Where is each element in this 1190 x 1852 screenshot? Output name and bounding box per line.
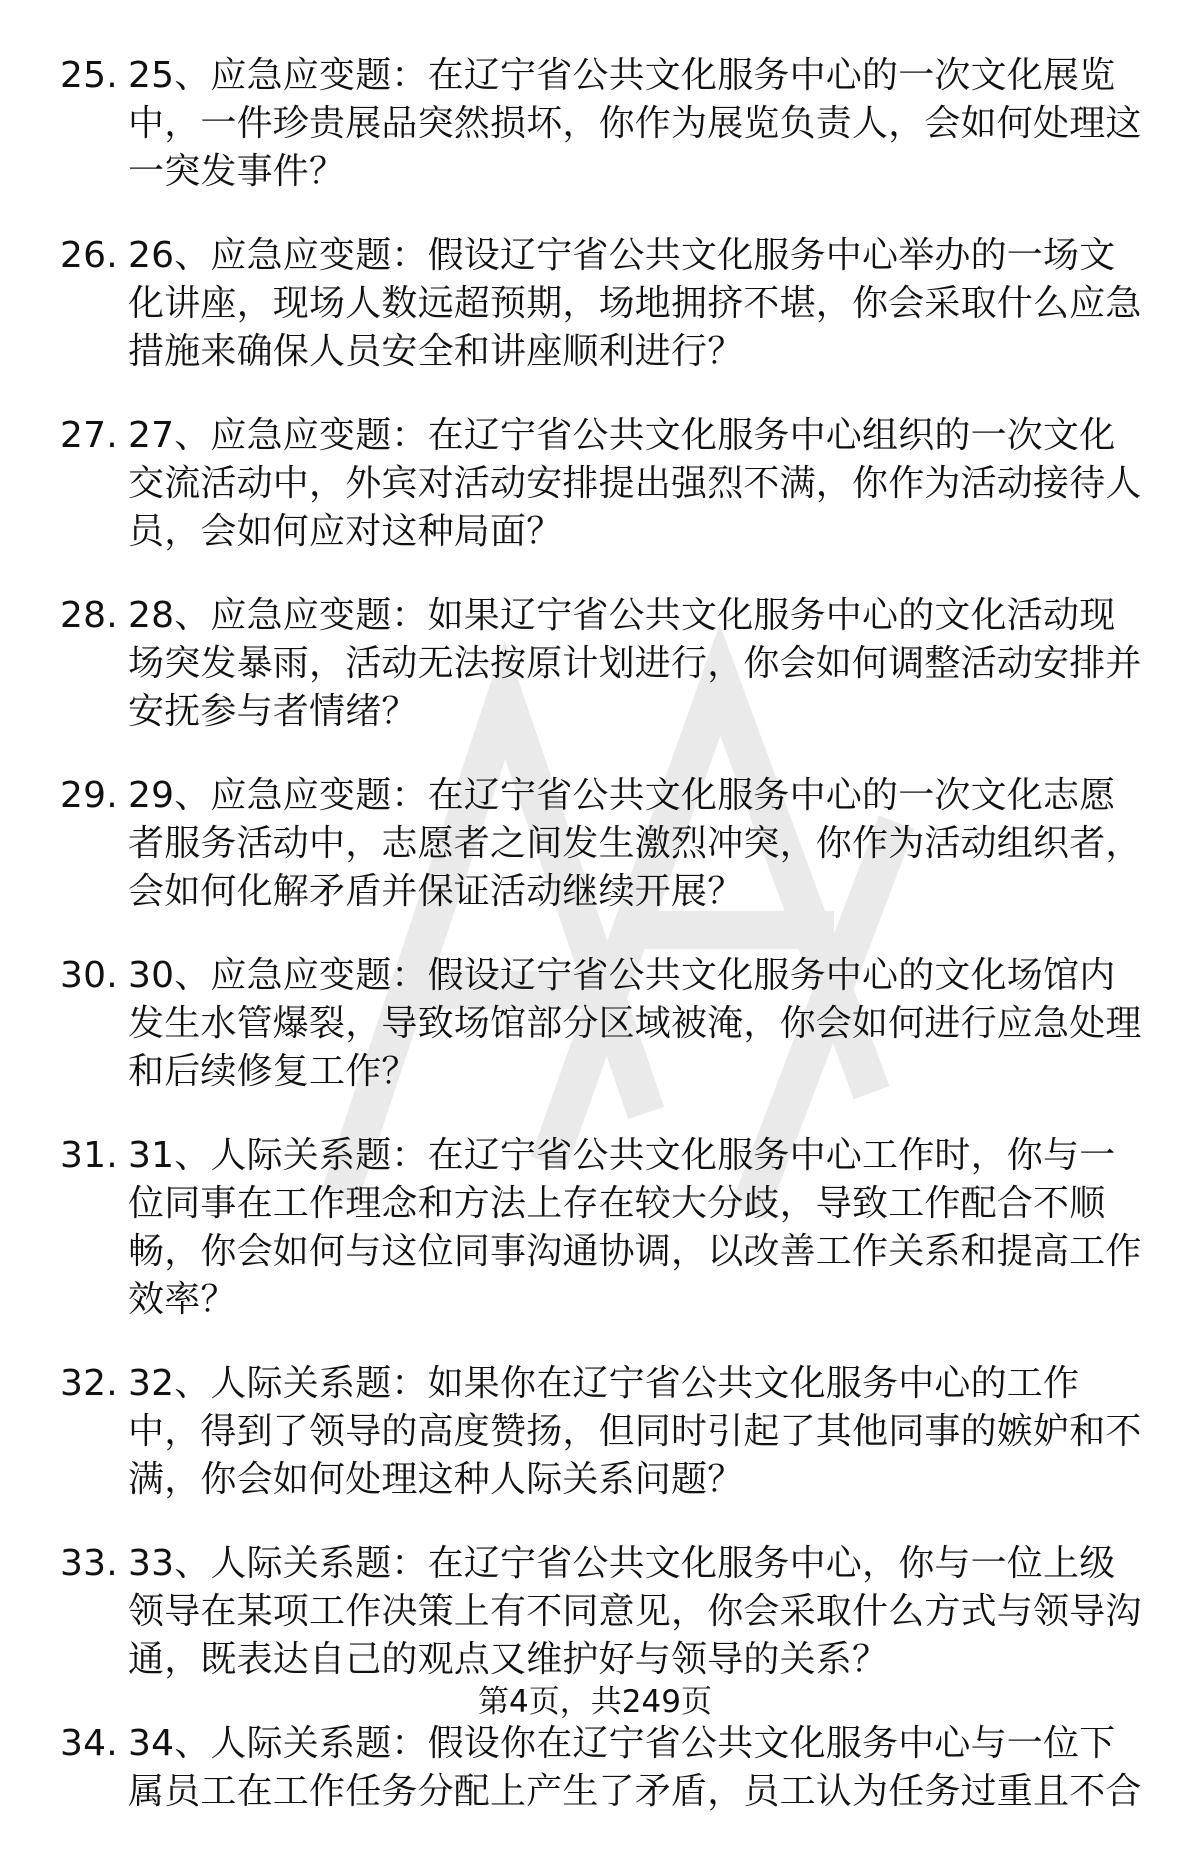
question-number: 30.	[60, 955, 118, 996]
question-text: 33、人际关系题：在辽宁省公共文化服务中心，你与一位上级领导在某项工作决策上有不同意见，你会采取什么方式与领导沟通，既表达自己的观点又维护好与领导的关系？	[128, 1543, 1142, 1680]
question-text: 27、应急应变题：在辽宁省公共文化服务中心组织的一次文化交流活动中，外宾对活动安排提出强烈不满，你作为活动接待人员，会如何应对这种局面？	[128, 415, 1142, 552]
question-list	[60, 52, 1150, 1852]
question-text: 25、应急应变题：在辽宁省公共文化服务中心的一次文化展览中，一件珍贵展品突然损坏，你作为展览负责人，会如何处理这一突发事件？	[128, 55, 1142, 192]
question-text: 26、应急应变题：假设辽宁省公共文化服务中心举办的一场文化讲座，现场人数远超预期，场地拥挤不堪，你会采取什么应急措施来确保人员安全和讲座顺利进行？	[128, 235, 1142, 372]
question-text: 28、应急应变题：如果辽宁省公共文化服务中心的文化活动现场突发暴雨，活动无法按原计划进行，你会如何调整活动安排并安抚参与者情绪？	[128, 595, 1142, 732]
question-number: 32.	[60, 1363, 118, 1404]
question-item-34	[60, 1720, 1150, 1816]
question-number: 29.	[60, 775, 118, 816]
question-text: 31、人际关系题：在辽宁省公共文化服务中心工作时，你与一位同事在工作理念和方法上存在较大分歧，导致工作配合不顺畅，你会如何与这位同事沟通协调，以改善工作关系和提高工作效率？	[128, 1135, 1142, 1320]
question-number: 33.	[60, 1543, 118, 1584]
question-number: 28.	[60, 595, 118, 636]
question-text: 32、人际关系题：如果你在辽宁省公共文化服务中心的工作中，得到了领导的高度赞扬，但同时引起了其他同事的嫉妒和不满，你会如何处理这种人际关系问题？	[128, 1363, 1142, 1500]
question-item-26	[60, 232, 1150, 376]
question-text: 30、应急应变题：假设辽宁省公共文化服务中心的文化场馆内发生水管爆裂，导致场馆部分区域被淹，你会如何进行应急处理和后续修复工作？	[128, 955, 1142, 1092]
question-item-30	[60, 952, 1150, 1096]
question-item-29	[60, 772, 1150, 916]
question-number: 26.	[60, 235, 118, 276]
question-item-33	[60, 1540, 1150, 1684]
question-item-25	[60, 52, 1150, 196]
page-footer: 第4页，共249页	[478, 1684, 712, 1720]
question-number: 31.	[60, 1135, 118, 1176]
question-number: 27.	[60, 415, 118, 456]
question-item-31	[60, 1132, 1150, 1324]
question-number: 25.	[60, 55, 118, 96]
question-item-32	[60, 1360, 1150, 1504]
question-item-27	[60, 412, 1150, 556]
question-item-28	[60, 592, 1150, 736]
question-text: 29、应急应变题：在辽宁省公共文化服务中心的一次文化志愿者服务活动中，志愿者之间发生激烈冲突，你作为活动组织者，会如何化解矛盾并保证活动继续开展？	[128, 775, 1142, 912]
question-text: 34、人际关系题：假设你在辽宁省公共文化服务中心与一位下属员工在工作任务分配上产生了矛盾，员工认为任务过重且不合	[128, 1723, 1142, 1812]
question-number: 34.	[60, 1723, 118, 1764]
